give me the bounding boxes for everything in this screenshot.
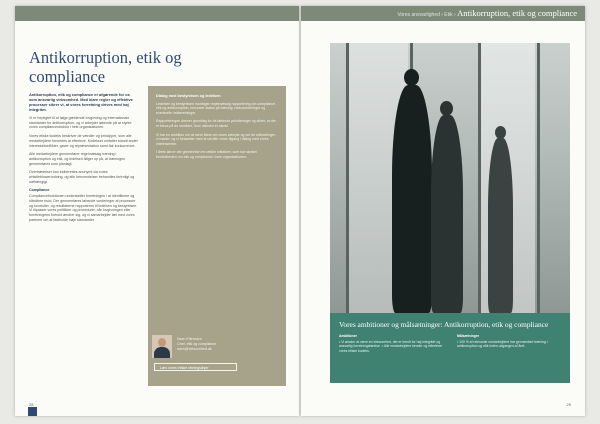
body-paragraph-2: Vores etiske kodeks beskriver de værdier og principper, som alle medarbejdere forventes at efterleve. Kodekset omfatter blandt andet interessekonflikter, gaver og repræsentation samt fair konkurrence. [29,134,138,148]
sidebox-paragraph-1: Ledelsen og bestyrelsen modtager regelmæssig rapportering om compliance, etik og antikorruption, herunder status på træning, risikovurderinger og eventuelle indberetninger. [156,101,277,115]
sidebox-paragraph-2: Rapporteringen danner grundlag for de løbende prioriteringer og sikrer, at der er fokus på de områder, hvor risikoen er størst. [156,119,276,128]
page-number-right: 29 [566,402,571,407]
page-number-left: 28 [29,402,34,407]
contact-name: Navn Efternavn [177,337,202,341]
ambitions-column [339,334,444,353]
body-paragraph-4: Overtrædelser kan indberettes anonymt via vores whistleblowerordning, og alle henvendelser behandles fortroligt og uafhængigt. [29,170,135,184]
office-scene-photo [330,43,570,313]
compliance-text: Compliancefunktionen understøtter forretningen i at identificere og håndtere risici. Der gennemføres løbende vurderinger af processer og kontroller, og resultaterne rapporteres til ledelsen og bestyrelsen. Vi tilpasser vores politikker og procedurer, når lovgivningen eller forretningens forhold ændrer sig, og vi samarbejder tæt med vores partnere om at fastholde høje standarder. [29,194,138,222]
ambitions-box [330,313,570,383]
contact-email[interactable]: navn@virksomhed.dk [177,346,212,351]
intro-lead: Antikorruption, etik og compliance er afgørende for os som ansvarlig virksomhed. Med klare regler og effektive processer sikrer vi, at vores forretning drives med høj integritet. [29,92,133,112]
compliance-heading: Compliance [29,188,50,193]
left-page [15,6,299,416]
right-header-band [301,6,585,21]
sidebox-paragraph-4: I årets løb er der gennemført en række initiativer, som har styrket bevidstheden om etik og compliance i hele organisationen. [156,150,257,159]
body-paragraph-3: Alle medarbejdere gennemfører regelmæssig træning i antikorruption og etik, og ledelsen følger op på, at træningen gennemføres som planlagt. [29,152,126,166]
breadcrumb[interactable]: Vores ansvarlighed › Etik › [397,12,456,18]
contact-info [177,337,216,351]
page-title: Antikorruption, etik og compliance [29,48,182,86]
contact-portrait [152,335,172,358]
contact-role: Chef, etik og compliance [177,341,217,346]
ambitions-text: • Vi ønsker at være en virksomhed, der er kendt for høj integritet og ansvarlig forretningsførelse. • Alle medarbejdere kender og efterlever vores etiske kodeks. [339,339,443,353]
targets-text: • 100 % af relevante medarbejdere har gennemført træning i antikorruption og etik inden udgangen af året. [457,339,548,348]
targets-heading: Målsætninger [457,334,480,338]
sidebox-paragraph-3: Vi har en ambition om at være åbne om vores arbejde og om de udfordringer, vi møder, og vi fortsætter med at udvikle vores tilgang i dialog med vores interessenter. [156,132,276,146]
body-paragraph-1: Vi er forpligtet til at følge gældende lovgivning og internationale standarder for antikorruption, og vi arbejder løbende på at styrke vores compliancestruktur i hele organisationen. [29,116,132,130]
company-logo [28,407,37,416]
ambitions-title: Vores ambitioner og målsætninger: Antikorruption, etik og compliance [339,320,549,329]
right-page [301,6,585,416]
intro-column [29,92,138,226]
breadcrumb-current: Antikorruption, etik og compliance [457,8,577,18]
targets-column [457,334,562,349]
left-header-band [15,6,299,21]
ambitions-heading: Ambitioner [339,334,357,338]
sidebox-heading: Dialog med bestyrelsen og ledelsen [156,94,221,98]
ethics-guidelines-link[interactable]: Læs vores etiske retningslinjer [154,363,237,371]
